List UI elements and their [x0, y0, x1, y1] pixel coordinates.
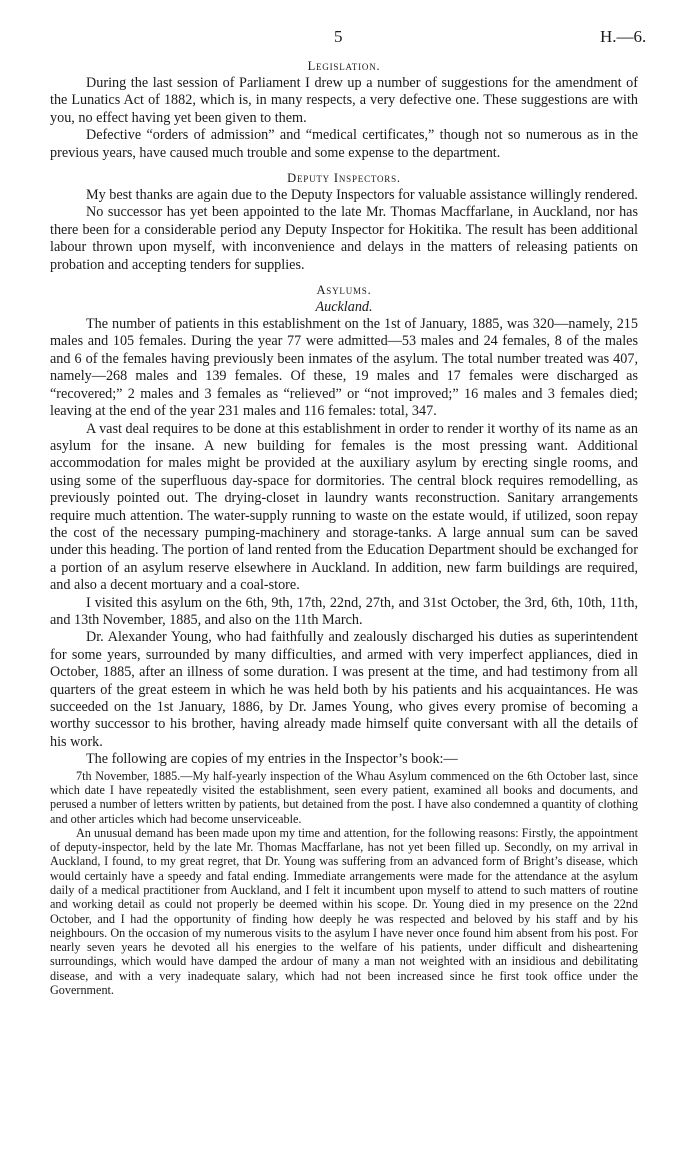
paragraph: During the last session of Parliament I drew up a number of suggestions for the amendment of the Lunatics Act of 1882, which is, in many respects, a very defective one. These suggestions are with you, no effect having yet been given to them. [50, 75, 638, 126]
paragraph: Dr. Alexander Young, who had faithfully and zealously discharged his duties as superintendent for some years, surrounded by many difficulties, and armed with very imperfect appliances, died in October, 1885, after an illness of some duration. I was present at the time, and had testimony from all quarters of the great esteem in which he was held both by his patients and his acquaintances. He was succeeded on the 1st January, 1886, by Dr. James Young, who gives every promise of becoming a worthy successor to his brother, having already made himself quite conversant with all the details of his work. [50, 629, 638, 750]
auckland-subheading: Auckland. [315, 299, 373, 316]
paragraph: My best thanks are again due to the Deputy Inspectors for valuable assistance willingly rendered. [86, 187, 638, 204]
asylums-heading: Asylums. [316, 283, 372, 298]
legislation-heading: Legislation. [307, 59, 381, 73]
paragraph: The number of patients in this establishment on the 1st of January, 1885, was 320—namely, 215 males and 105 females. During the year 77 were admitted—53 males and 24 females, 8 of the males and 6 of the females having previously been inmates of the asylum. The total number treated was 407, namely—268 males and 139 females. Of these, 19 males and 17 females were discharged as “recovered;” 2 males and 3 females as “relieved” or “not improved;” 16 males and 3 females died; leaving at the end of the year 231 males and 116 females: total, 347. [50, 316, 638, 420]
book-entry: 7th November, 1885.—My half-yearly inspection of the Whau Asylum commenced on the 6th October last, since which date I have repeatedly visited the establishment, seen every patient, examined all books and documents, and perused a number of letters written by patients, but detained from the post. I have also condemned a quantity of clothing and other articles which had become unserviceable. [50, 768, 638, 826]
deputy-inspectors-heading: Deputy Inspectors. [287, 171, 401, 186]
document-body [50, 58, 638, 997]
page-number: 5 [334, 27, 343, 46]
book-entry: An unusual demand has been made upon my time and attention, for the following reasons: Firstly, the appointment of deputy-inspector, held by the late Mr. Thomas Macffarlane, has not yet been filled up. Secondly, on my arrival in Auckland, I found, to my great regret, that Dr. Young was suffering from an advanced form of Bright’s disease, which would certainly have a speedy and fatal ending. Immediate arrangements were made for the attendance at the asylum daily of a medical practitioner from Auckland, and I felt it incumbent upon myself to attend to such matters of routine and working detail as could not properly be deemed within his scope. Dr. Young died in my presence on the 22nd October, and I had the opportunity of finding how deeply he was respected and beloved by his staff and by his neighbours. On the occasion of my numerous visits to the asylum I have never once found him absent from his post. For nearly seven years he devoted all his energies to the welfare of his patients, under difficult and disheartening surroundings, which would have damped the ardour of many a man not weighted with an insidious and debilitating disease, and with a very inadequate salary, which had not been increased since he first took office under the Government. [50, 825, 638, 998]
paragraph: I visited this asylum on the 6th, 9th, 17th, 22nd, 27th, and 31st October, the 3rd, 6th, 10th, 11th, and 13th November, 1885, and also on the 11th March. [50, 594, 638, 628]
paragraph: A vast deal requires to be done at this establishment in order to render it worthy of its name as an asylum for the insane. A new building for females is the most pressing want. Additional accommodation for males might be provided at the auxiliary asylum by erecting single rooms, and using some of the superfluous day-space for dormitories. The central block requires remodelling, as previously pointed out. The drying-closet in laundry wants reconstruction. Sanitary arrangements require much attention. The water-supply running to waste on the estate would, if utilized, soon repay the cost of the necessary pumping-machinery and storage-tanks. A large annual sum can be saved under this heading. The portion of land rented from the Education Department should be exchanged for a portion of an asylum reserve elsewhere in Auckland. In addition, new farm buildings are required, and also a decent mortuary and a coal-store. [50, 420, 638, 594]
inspector-book-entries [50, 769, 638, 998]
paragraph: The following are copies of my entries in the Inspector’s book:— [86, 751, 458, 768]
paragraph: Defective “orders of admission” and “medical certificates,” though not so numerous as in the previous years, have caused much trouble and some expense to the department. [50, 127, 638, 161]
document-code: H.—6. [600, 27, 647, 46]
paragraph: No successor has yet been appointed to the late Mr. Thomas Macffarlane, in Auckland, nor has there been for a considerable period any Deputy Inspector for Hokitika. The result has been additional labour thrown upon myself, with inconvenience and delays in the matters of releasing patients on probation and accepting tenders for supplies. [50, 204, 638, 273]
